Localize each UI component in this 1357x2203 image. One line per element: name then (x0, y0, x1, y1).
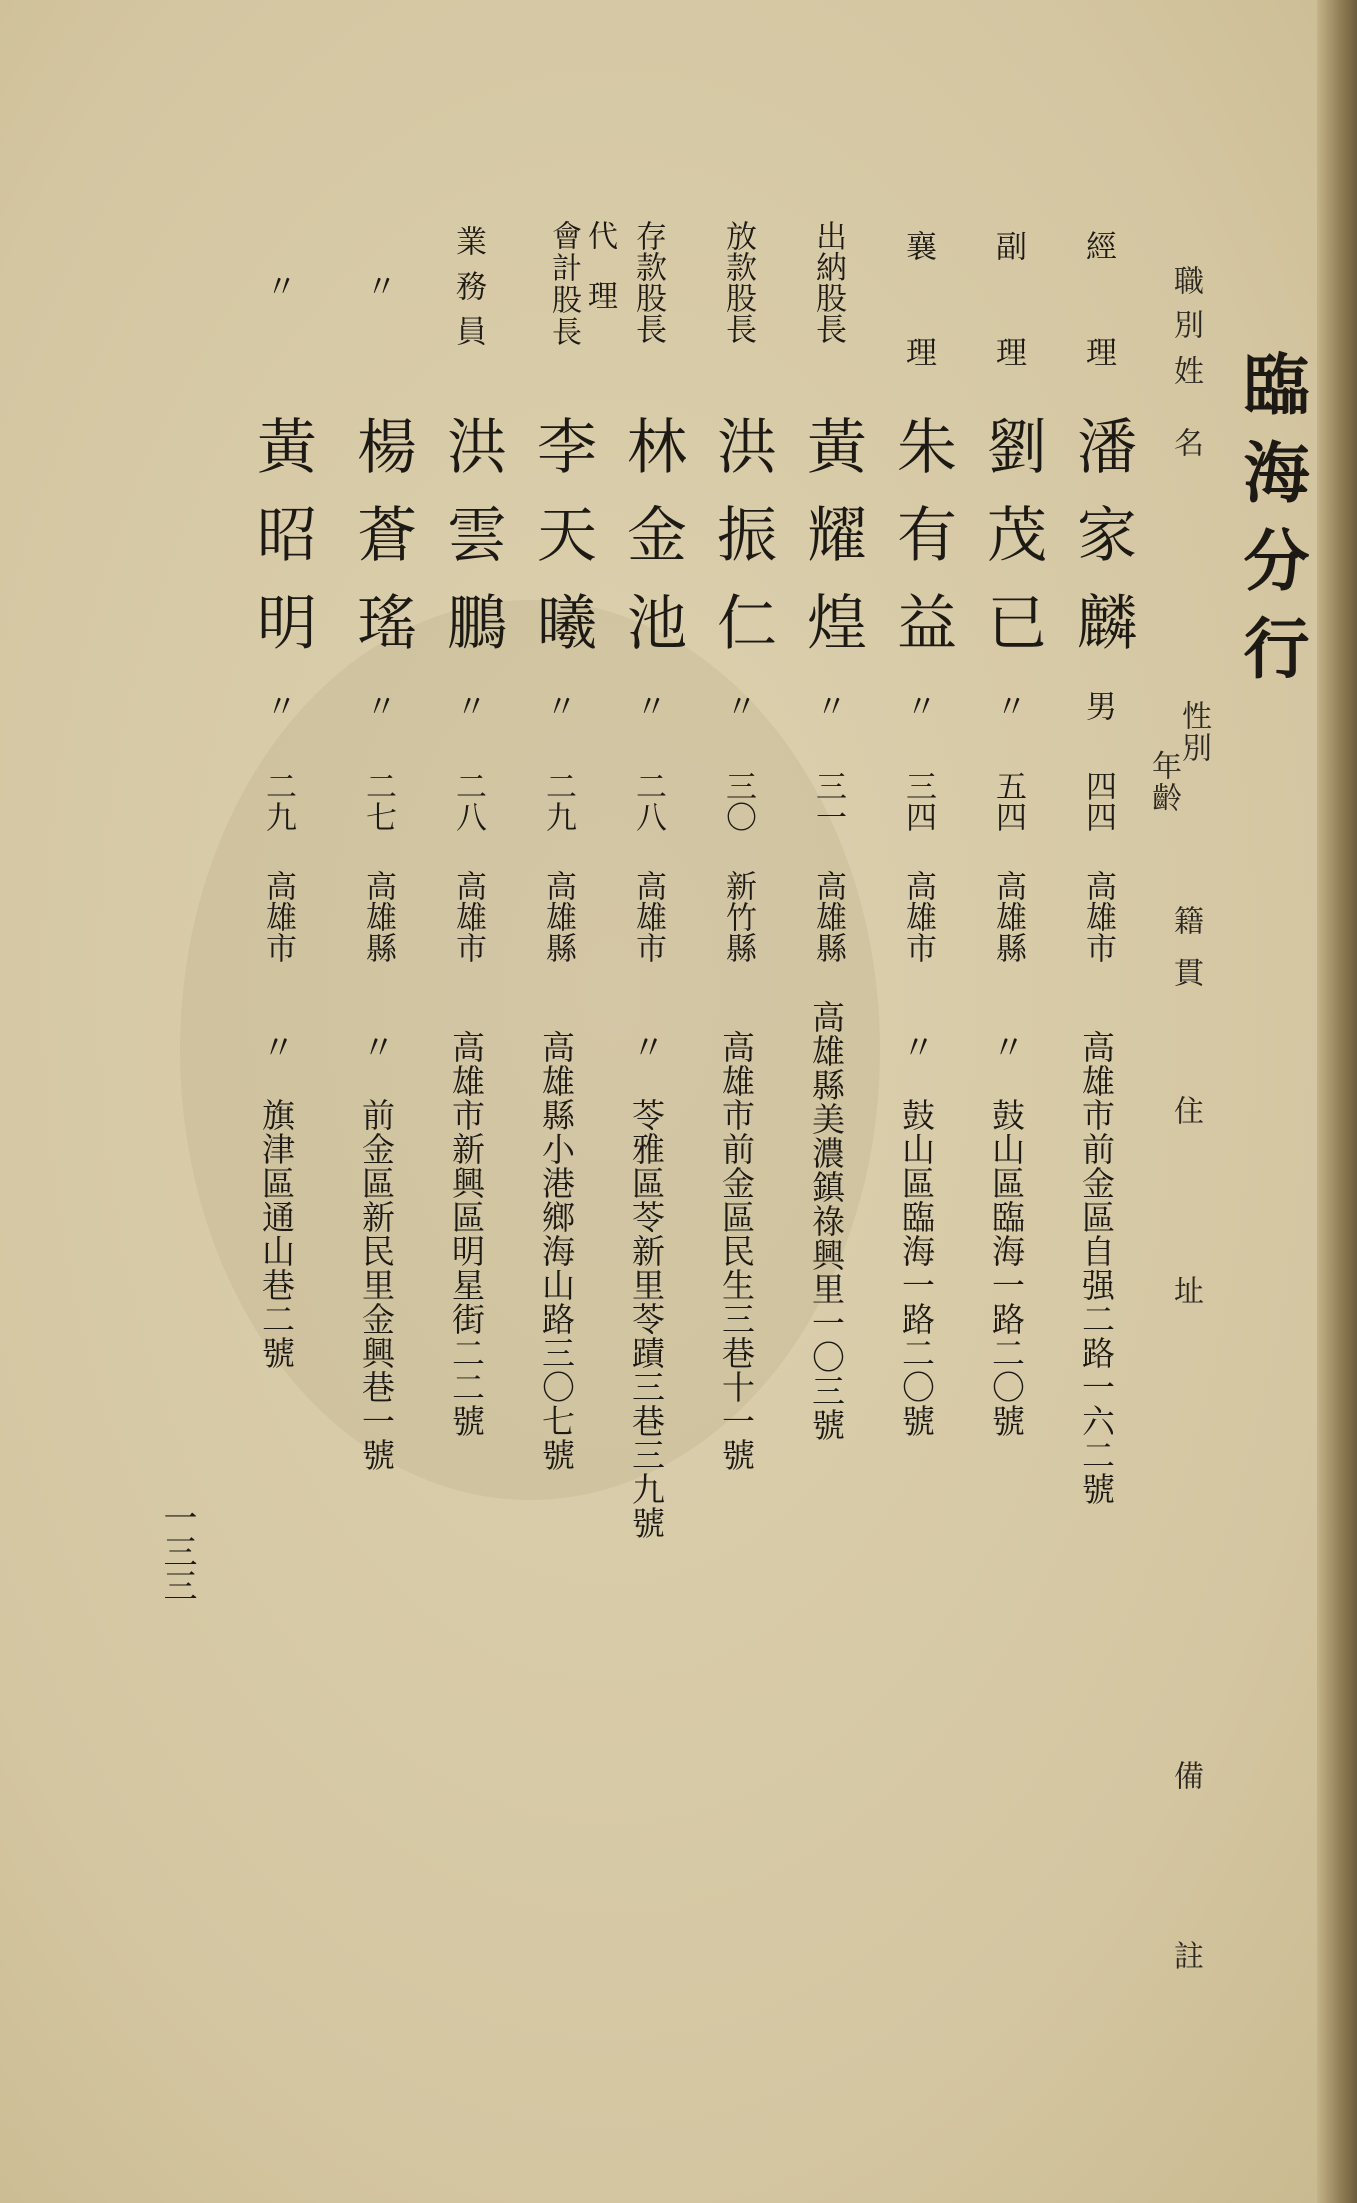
row-name: 洪振仁 (707, 415, 777, 679)
header-sex: 性別 (1176, 700, 1211, 764)
row-role: 存款股長 (630, 220, 666, 344)
row-role-note: 代理 (582, 220, 617, 340)
row-age: 二八 (630, 770, 666, 832)
row-age: 三〇 (720, 770, 756, 832)
row-origin: 高雄縣 (810, 870, 846, 963)
row-sex: 〃 (630, 690, 666, 721)
row-address: 高雄市前金區自强二路一六二號 (1077, 1030, 1116, 1506)
row-origin: 高雄市 (900, 870, 936, 963)
row-name: 黃昭明 (247, 415, 317, 679)
row-age: 二九 (260, 770, 296, 832)
row-role: 放款股長 (720, 220, 756, 344)
row-sex: 〃 (990, 690, 1026, 721)
row-address: 高雄市新興區明星街二二號 (447, 1030, 486, 1438)
row-address: 高雄縣小港鄉海山路三〇七號 (537, 1030, 576, 1472)
row-name: 林金池 (617, 415, 687, 679)
row-age: 三四 (900, 770, 936, 832)
row-sex: 〃 (450, 690, 486, 721)
row-sex: 〃 (540, 690, 576, 721)
row-address: 〃 旗津區通山巷二號 (257, 1030, 296, 1370)
row-address: 高雄市前金區民生三巷十一號 (717, 1030, 756, 1472)
row-sex: 〃 (810, 690, 846, 721)
book-spine (1317, 0, 1357, 2203)
row-role: 會計股長 (546, 220, 581, 348)
row-role: 副 理 (990, 230, 1026, 389)
row-address: 〃 鼓山區臨海一路二〇號 (897, 1030, 936, 1438)
row-role: 〃 (260, 270, 296, 301)
header-name: 姓 名 (1168, 355, 1203, 463)
row-role: 經 理 (1080, 230, 1116, 389)
row-name: 黃耀煌 (797, 415, 867, 679)
row-age: 二八 (450, 770, 486, 832)
row-address: 〃 苓雅區苓新里苓蹟三巷三九號 (627, 1030, 666, 1540)
row-origin: 新竹縣 (720, 870, 756, 963)
row-name: 朱有益 (887, 415, 957, 679)
row-name: 劉茂已 (977, 415, 1047, 679)
row-origin: 高雄縣 (990, 870, 1026, 963)
row-age: 二九 (540, 770, 576, 832)
page-number: 一三三 (157, 1500, 197, 1602)
row-name: 李天曦 (527, 415, 597, 679)
row-name: 楊蒼瑤 (347, 415, 417, 679)
row-name: 潘家麟 (1067, 415, 1137, 679)
row-sex: 男 (1080, 690, 1116, 721)
row-origin: 高雄市 (450, 870, 486, 963)
page-title: 臨海分行 (1232, 350, 1310, 702)
row-address: 〃 前金區新民里金興巷一號 (357, 1030, 396, 1472)
row-role: 〃 (360, 270, 396, 301)
row-age: 五四 (990, 770, 1026, 832)
header-role: 職別 (1168, 265, 1203, 353)
row-role: 業務員 (450, 225, 486, 360)
row-origin: 高雄市 (260, 870, 296, 963)
row-role: 襄 理 (900, 230, 936, 389)
row-age: 三一 (810, 770, 846, 832)
row-name: 洪雲鵬 (437, 415, 507, 679)
row-sex: 〃 (360, 690, 396, 721)
header-age: 年齡 (1146, 750, 1181, 814)
header-origin: 籍貫 (1168, 905, 1203, 1009)
header-address: 住 址 (1168, 1095, 1203, 1311)
row-address: 〃 鼓山區臨海一路二〇號 (987, 1030, 1026, 1438)
row-age: 二七 (360, 770, 396, 832)
row-origin: 高雄縣 (360, 870, 396, 963)
row-sex: 〃 (720, 690, 756, 721)
row-address: 高雄縣美濃鎮祿興里一〇三號 (807, 1000, 846, 1442)
row-origin: 高雄市 (630, 870, 666, 963)
row-sex: 〃 (900, 690, 936, 721)
header-remark: 備 註 (1168, 1760, 1203, 1976)
row-origin: 高雄縣 (540, 870, 576, 963)
row-age: 四四 (1080, 770, 1116, 832)
row-origin: 高雄市 (1080, 870, 1116, 963)
row-role: 出納股長 (810, 220, 846, 344)
row-sex: 〃 (260, 690, 296, 721)
